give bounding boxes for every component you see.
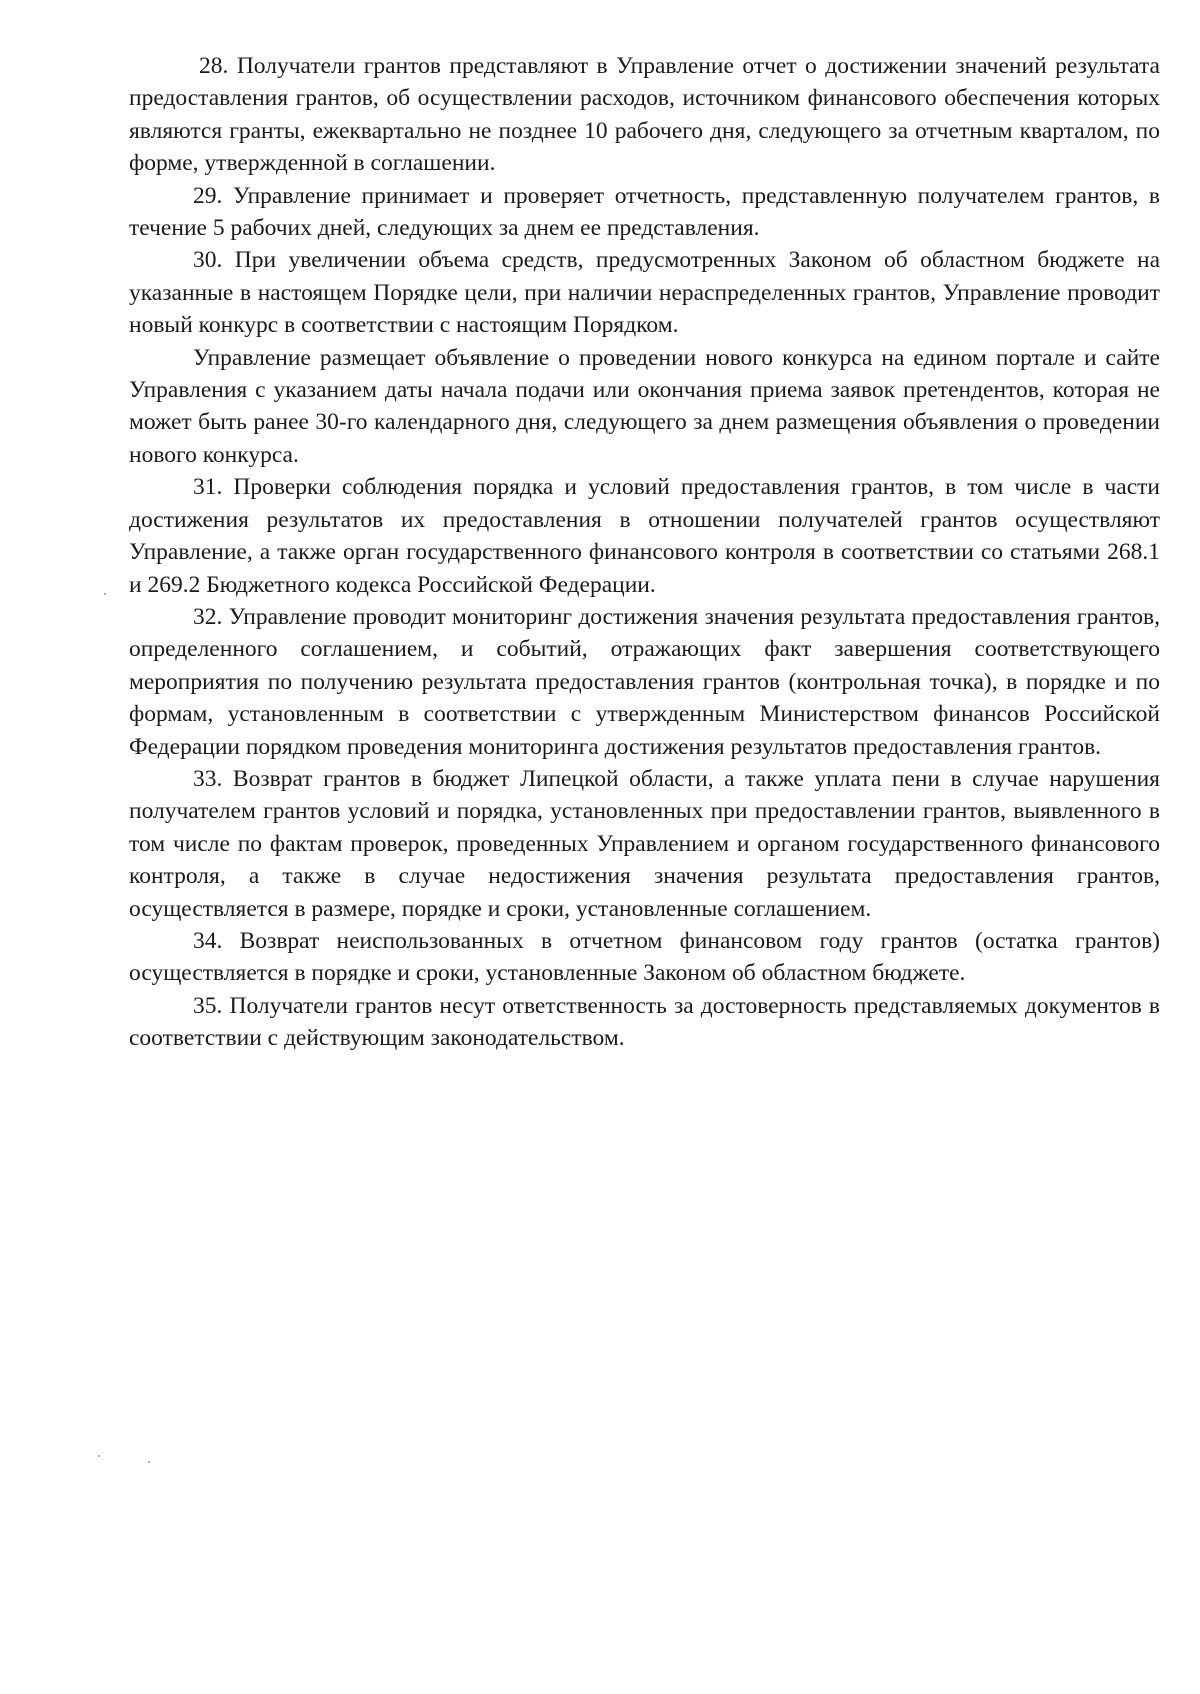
paragraph-31: 31. Проверки соблюдения порядка и условий предоставления грантов, в том числе в части достижения результатов их предоставления в отношении получателей грантов осуществляют Управление, а также орган государственного финансового контроля в соответствии со статьями 268.1 и 269.2 Бюджетного кодекса Российской Федерации. xyxy=(129,474,1160,598)
paragraph-35: 35. Получатели грантов несут ответственность за достоверность представляемых документов в соответствии с действующим законодательством. xyxy=(129,992,1160,1052)
paragraph-29: 29. Управление принимает и проверяет отчетность, представленную получателем грантов, в течение 5 рабочих дней, следующих за днем ее представления. xyxy=(129,182,1160,242)
paragraph-30-continued: Управление размещает объявление о проведении нового конкурса на едином портале и сайте Управления с указанием даты начала подачи или окончания приема заявок претендентов, которая не может быть ранее 30-го календарного дня, следующего за днем размещения объявления о проведении нового конкурса. xyxy=(129,344,1160,468)
document-page xyxy=(129,50,1160,1055)
paragraph-28: 28. Получатели грантов представляют в Управление отчет о достижении значений результата предоставления грантов, об осуществлении расходов, источником финансового обеспечения которых являются гранты, ежеквартально не позднее 10 рабочего дня, следующего за отчетным кварталом, по форме, утвержденной в соглашении. xyxy=(129,53,1160,177)
scan-speck xyxy=(148,1461,150,1463)
scan-speck xyxy=(104,593,106,595)
scan-speck xyxy=(98,1455,100,1457)
paragraph-33: 33. Возврат грантов в бюджет Липецкой области, а также уплата пени в случае нарушения получателем грантов условий и порядка, установленных при предоставлении грантов, выявленного в том числе по фактам проверок, проведенных Управлением и органом государственного финансового контроля, а также в случае недостижения значения результата предоставления грантов, осуществляется в размере, порядке и сроки, установленные соглашением. xyxy=(129,765,1160,922)
paragraph-34: 34. Возврат неиспользованных в отчетном финансовом году грантов (остатка грантов) осуществляется в порядке и сроки, установленные Законом об областном бюджете. xyxy=(129,927,1160,987)
paragraph-32: 32. Управление проводит мониторинг достижения значения результата предоставления грантов, определенного соглашением, и событий, отражающих факт завершения соответствующего мероприятия по получению результата предоставления грантов (контрольная точка), в порядке и по формам, установленным в соответствии с утвержденным Министерством финансов Российской Федерации порядком проведения мониторинга достижения результатов предоставления грантов. xyxy=(129,603,1160,760)
paragraph-30: 30. При увеличении объема средств, предусмотренных Законом об областном бюджете на указанные в настоящем Порядке цели, при наличии нераспределенных грантов, Управление проводит новый конкурс в соответствии с настоящим Порядком. xyxy=(129,247,1160,339)
